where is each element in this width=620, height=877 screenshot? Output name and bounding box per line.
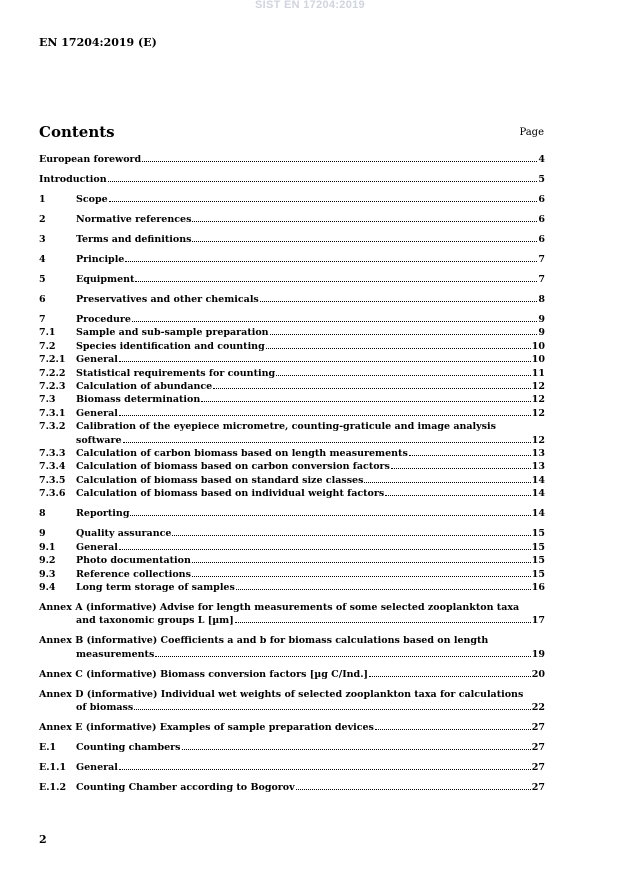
toc-entry-page: 15 — [531, 541, 545, 553]
toc-entry[interactable] — [39, 581, 545, 594]
toc-entry[interactable] — [39, 721, 545, 734]
toc-entry[interactable] — [39, 420, 545, 447]
dot-leader — [125, 261, 537, 262]
dot-leader — [192, 241, 537, 242]
dot-leader — [201, 401, 530, 402]
toc-entry-page: 15 — [531, 528, 545, 540]
dot-leader — [132, 321, 537, 322]
toc-entry-number: 7.3.4 — [39, 461, 66, 473]
toc-entry-page: 27 — [531, 762, 545, 774]
toc-entry-title: Introduction — [39, 174, 107, 185]
toc-entry[interactable] — [39, 293, 545, 306]
toc-entry[interactable] — [39, 541, 545, 554]
toc-entry-page: 15 — [531, 568, 545, 580]
toc-entry-title: software — [76, 434, 122, 446]
toc-entry-title: Annex D (informative) Individual wet weights of selected zooplankton taxa for calculations — [39, 688, 524, 700]
toc-entry[interactable] — [39, 353, 545, 366]
dot-leader — [134, 709, 531, 710]
toc-entry-number: 7.3.5 — [39, 474, 66, 486]
dot-leader — [108, 181, 538, 182]
page-number: 2 — [39, 833, 47, 846]
dot-leader — [119, 549, 531, 550]
dot-leader — [296, 789, 531, 790]
dot-leader — [235, 622, 531, 623]
dot-leader — [213, 388, 531, 389]
toc-entry-page: 14 — [531, 488, 545, 500]
toc-entry-title: Biomass determination — [76, 394, 201, 406]
toc-entry-number: 3 — [39, 234, 46, 245]
dot-leader — [192, 562, 531, 563]
toc-entry-title: Annex C (informative) Biomass conversion factors [µg C/Ind.] — [39, 668, 369, 680]
toc-entry-page: 20 — [531, 668, 545, 680]
toc-entry[interactable] — [39, 153, 545, 166]
toc-entry[interactable] — [39, 688, 545, 715]
toc-entry-page: 9 — [538, 327, 545, 339]
toc-entry-title: General — [76, 541, 118, 553]
dot-leader — [236, 589, 531, 590]
toc-entry-title: General — [76, 407, 118, 419]
toc-entry-number: 7.3.3 — [39, 448, 66, 460]
dot-leader — [270, 334, 538, 335]
dot-leader — [155, 656, 530, 657]
toc-entry-page: 12 — [531, 434, 545, 446]
toc-entry[interactable] — [39, 741, 545, 754]
toc-entry-number: 9 — [39, 528, 46, 540]
toc-entry-title: Annex A (informative) Advise for length measurements of some selected zooplankton taxa — [39, 601, 520, 613]
toc-entry-title: Terms and definitions — [76, 234, 192, 245]
toc-entry[interactable] — [39, 213, 545, 226]
toc-entry[interactable] — [39, 460, 545, 473]
toc-entry[interactable] — [39, 781, 545, 794]
toc-entry-number: 7.3.6 — [39, 488, 66, 500]
dot-leader — [369, 676, 531, 677]
toc-entry[interactable] — [39, 568, 545, 581]
toc-entry[interactable] — [39, 393, 545, 406]
table-of-contents — [39, 153, 545, 795]
toc-entry-title: Procedure — [76, 314, 131, 325]
toc-entry-page: 6 — [538, 194, 545, 205]
toc-entry-number: E.1.2 — [39, 782, 67, 794]
dot-leader — [142, 161, 537, 162]
dot-leader — [119, 361, 531, 362]
toc-entry-title: Preservatives and other chemicals — [76, 294, 259, 305]
toc-entry-title: Statistical requirements for counting — [76, 367, 276, 379]
toc-entry-number: 7.3 — [39, 394, 56, 406]
toc-entry-title: Photo documentation — [76, 555, 191, 567]
toc-entry-number: 9.1 — [39, 541, 56, 553]
toc-entry-title: General — [76, 354, 118, 366]
toc-entry-title: Reporting — [76, 508, 130, 520]
dot-leader — [123, 442, 531, 443]
toc-entry-number: 9.2 — [39, 555, 56, 567]
toc-entry-title: of biomass — [76, 702, 134, 714]
toc-entry-page: 10 — [531, 340, 545, 352]
toc-entry-page: 14 — [531, 508, 545, 520]
toc-entry-page: 6 — [538, 214, 545, 225]
toc-entry-page: 15 — [531, 555, 545, 567]
toc-entry-page: 27 — [531, 782, 545, 794]
dot-leader — [409, 455, 531, 456]
dot-leader — [109, 201, 538, 202]
toc-entry-title: Sample and sub-sample preparation — [76, 327, 269, 339]
toc-entry-number: 7.1 — [39, 327, 56, 339]
toc-entry[interactable] — [39, 474, 545, 487]
dot-leader — [119, 769, 531, 770]
toc-entry-page: 12 — [531, 394, 545, 406]
toc-entry-page: 16 — [531, 581, 545, 593]
dot-leader — [192, 576, 531, 577]
page-column-label: Page — [519, 127, 544, 138]
toc-entry[interactable] — [39, 507, 545, 520]
dot-leader — [130, 515, 530, 516]
toc-entry[interactable] — [39, 487, 545, 500]
toc-entry-title: Counting chambers — [76, 742, 181, 754]
dot-leader — [364, 482, 530, 483]
toc-entry[interactable] — [39, 273, 545, 286]
toc-entry[interactable] — [39, 634, 545, 661]
toc-entry-page: 5 — [538, 174, 545, 185]
toc-entry-title: Calculation of biomass based on carbon conversion factors — [76, 461, 390, 473]
toc-entry[interactable] — [39, 173, 545, 186]
toc-entry[interactable] — [39, 340, 545, 353]
toc-entry-number: 7.3.2 — [39, 421, 66, 433]
toc-entry[interactable] — [39, 193, 545, 206]
toc-entry-number: 7.2.3 — [39, 381, 66, 393]
toc-entry-page: 27 — [531, 722, 545, 734]
toc-entry-title: and taxonomic groups L [µm] — [76, 615, 234, 627]
toc-entry-number: E.1 — [39, 742, 57, 754]
toc-entry-number: 2 — [39, 214, 46, 225]
toc-entry-number: 1 — [39, 194, 46, 205]
toc-entry[interactable] — [39, 668, 545, 681]
toc-entry-title: Calibration of the eyepiece micrometre, counting-graticule and image analysis — [76, 421, 496, 433]
toc-entry-number: 8 — [39, 508, 46, 520]
toc-entry[interactable] — [39, 447, 545, 460]
toc-entry[interactable] — [39, 380, 545, 393]
toc-entry-number: 6 — [39, 294, 46, 305]
toc-entry-title: Principle — [76, 254, 125, 265]
toc-entry-page: 11 — [531, 367, 545, 379]
toc-entry-title: Annex E (informative) Examples of sample preparation devices — [39, 722, 374, 734]
toc-entry[interactable] — [39, 367, 545, 380]
dot-leader — [391, 468, 531, 469]
dot-leader — [192, 221, 537, 222]
dot-leader — [375, 729, 531, 730]
toc-entry-page: 14 — [531, 474, 545, 486]
toc-entry-page: 9 — [538, 314, 545, 325]
toc-entry-page: 10 — [531, 354, 545, 366]
toc-entry-title: Calculation of abundance — [76, 381, 213, 393]
toc-entry-page: 17 — [531, 615, 545, 627]
toc-entry-title: Calculation of biomass based on individual weight factors — [76, 488, 385, 500]
toc-entry-title: Equipment — [76, 274, 135, 285]
toc-entry-number: 4 — [39, 254, 46, 265]
toc-entry-page: 13 — [531, 448, 545, 460]
toc-entry-page: 27 — [531, 742, 545, 754]
toc-entry-number: 5 — [39, 274, 46, 285]
dot-leader — [260, 301, 538, 302]
toc-entry-number: 9.4 — [39, 581, 56, 593]
toc-entry-title: Species identification and counting — [76, 340, 265, 352]
toc-entry[interactable] — [39, 326, 545, 339]
toc-entry-title: General — [76, 762, 118, 774]
dot-leader — [276, 375, 531, 376]
toc-entry-page: 8 — [538, 294, 545, 305]
toc-entry-page: 6 — [538, 234, 545, 245]
toc-entry-title: Normative references — [76, 214, 192, 225]
dot-leader — [182, 749, 531, 750]
toc-entry-page: 22 — [531, 702, 545, 714]
toc-entry-title: Long term storage of samples — [76, 581, 235, 593]
toc-entry[interactable] — [39, 554, 545, 567]
toc-entry-page: 13 — [531, 461, 545, 473]
dot-leader — [266, 348, 531, 349]
toc-entry-number: 7.3.1 — [39, 407, 66, 419]
toc-entry-page: 12 — [531, 407, 545, 419]
toc-entry-title: Scope — [76, 194, 108, 205]
toc-entry-number: 9.3 — [39, 568, 56, 580]
toc-entry-page: 12 — [531, 381, 545, 393]
toc-entry-title: Calculation of carbon biomass based on length measurements — [76, 448, 408, 460]
dot-leader — [135, 281, 537, 282]
toc-entry-number: 7 — [39, 314, 46, 325]
toc-entry-number: 7.2 — [39, 340, 56, 352]
toc-entry[interactable] — [39, 601, 545, 628]
toc-entry-page: 7 — [538, 254, 545, 265]
toc-entry[interactable] — [39, 527, 545, 540]
toc-entry-title: European foreword — [39, 154, 142, 165]
toc-entry-page: 19 — [531, 648, 545, 660]
toc-entry[interactable] — [39, 407, 545, 420]
dot-leader — [119, 415, 531, 416]
toc-entry[interactable] — [39, 233, 545, 246]
toc-entry-title: Reference collections — [76, 568, 191, 580]
toc-entry[interactable] — [39, 761, 545, 774]
toc-entry-number: 7.2.2 — [39, 367, 66, 379]
dot-leader — [385, 495, 531, 496]
toc-entry-number: E.1.1 — [39, 762, 67, 774]
toc-entry-page: 7 — [538, 274, 545, 285]
toc-entry-page: 4 — [538, 154, 545, 165]
toc-entry-title: Calculation of biomass based on standard size classes — [76, 474, 364, 486]
contents-title: Contents — [39, 123, 115, 141]
toc-entry-title: Quality assurance — [76, 528, 172, 540]
toc-entry[interactable] — [39, 313, 545, 326]
watermark: SIST EN 17204:2019 — [255, 0, 365, 11]
document-id: EN 17204:2019 (E) — [39, 36, 157, 49]
dot-leader — [172, 535, 530, 536]
toc-entry-title: Annex B (informative) Coefficients a and b for biomass calculations based on length — [39, 635, 489, 647]
toc-entry-title: Counting Chamber according to Bogorov — [76, 782, 295, 794]
toc-entry-title: measurements — [76, 648, 155, 660]
toc-entry[interactable] — [39, 253, 545, 266]
toc-entry-number: 7.2.1 — [39, 354, 66, 366]
